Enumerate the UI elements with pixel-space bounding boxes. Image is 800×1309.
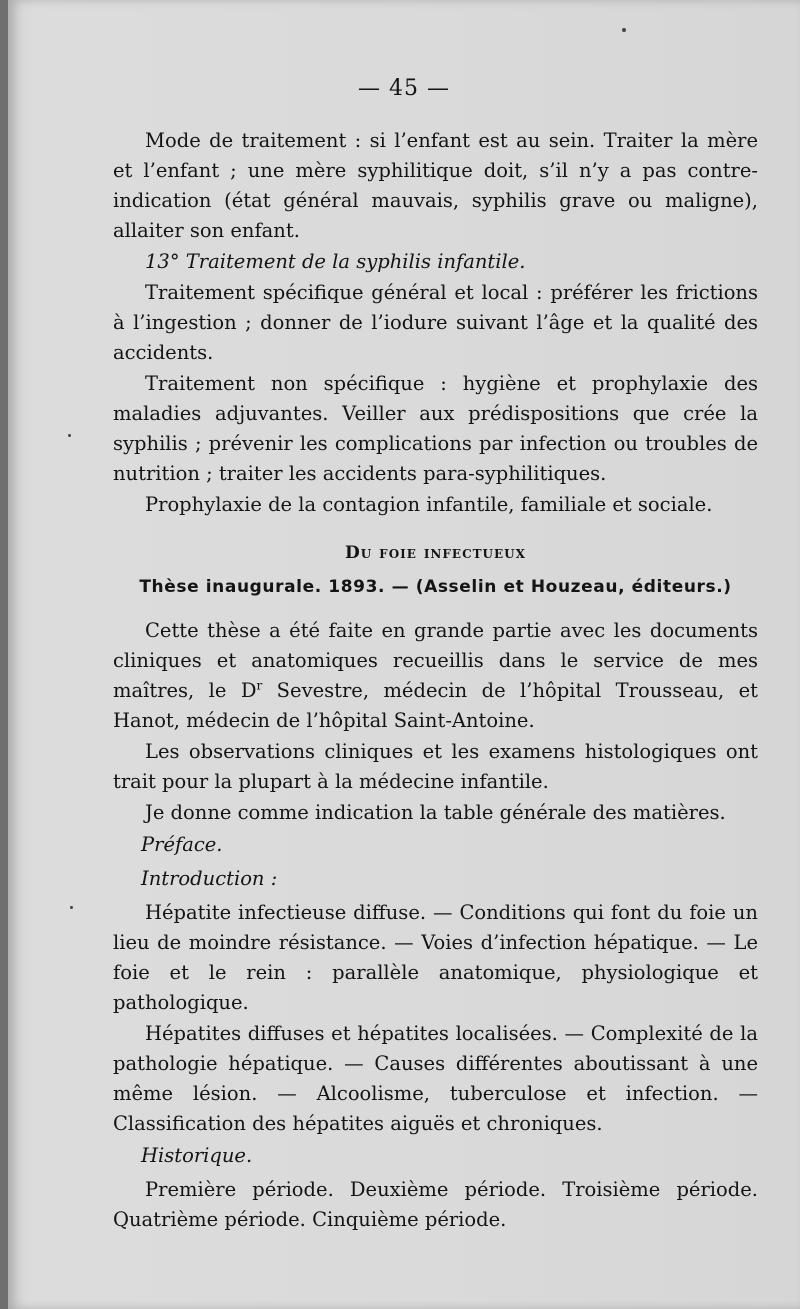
paragraph-traitement-non-specifique: Traitement non spécifique : hygiène et prophylaxie des maladies adjuvantes. Veiller aux prédispositions que crée la syphilis ; prévenir les complications par infection ou troubles de nutrition ; traiter les accidents para-syphilitiques. <box>113 372 758 485</box>
paragraph-mode-traitement: Mode de traitement : si l’enfant est au sein. Traiter la mère et l’enfant ; une mère syphilitique doit, s’il n’y a pas contre-indication (état général mauvais, syphilis grave ou maligne), allaiter son enfant. <box>113 129 758 242</box>
paragraph-traitement-specifique: Traitement spécifique général et local : préférer les frictions à l’ingestion ; donner de l’iodure suivant l’âge et la qualité des accidents. <box>113 281 758 364</box>
paper-speck <box>68 434 71 437</box>
paragraph-hepatite-diffuse: Hépatite infectieuse diffuse. — Conditions qui font du foie un lieu de moindre résistance. — Voies d’infection hépatique. — Le foie et le rein : parallèle anatomique, physiologique et pathologique. <box>113 901 758 1014</box>
page-body <box>113 126 758 1236</box>
thesis-intro-part-b: Sevestre, médecin de l’hôpital Trousseau, et Hanot, médecin de l’hôpital Saint-Antoine. <box>113 679 758 732</box>
thesis-intro-part-a: Cette thèse a été faite en grande partie avec les documents cliniques et anatomiques recueillis dans le service de mes maîtres, le D <box>113 619 758 702</box>
page-number: — 45 — <box>358 76 450 101</box>
paragraph-observations: Les observations cliniques et les examens histologiques ont trait pour la plupart à la médecine infantile. <box>113 740 758 793</box>
paper-speck <box>70 906 73 909</box>
chapter-heading: Du foie infectueux <box>345 543 526 563</box>
paragraph-hepatites-localisees: Hépatites diffuses et hépatites localisées. — Complexité de la pathologie hépatique. — Causes différentes aboutissant à une même lésion. — Alcoolisme, tuberculose et infection. — Classification des hépatites aiguës et chroniques. <box>113 1022 758 1135</box>
subsection-title-treatment: 13° Traitement de la syphilis infantile. <box>145 250 526 273</box>
paragraph-thesis-intro <box>113 616 758 736</box>
paper-speck <box>622 28 626 32</box>
section-preface: Préface. <box>141 833 223 856</box>
thesis-citation: Thèse inaugurale. 1893. — (Asselin et Houzeau, éditeurs.) <box>139 577 732 597</box>
section-historique: Historique. <box>141 1144 253 1167</box>
paragraph-prophylaxie: Prophylaxie de la contagion infantile, familiale et sociale. <box>145 493 713 516</box>
doctor-superscript: r <box>256 678 263 693</box>
book-page <box>8 0 800 1309</box>
paragraph-table-matieres: Je donne comme indication la table générale des matières. <box>145 801 726 824</box>
section-introduction: Introduction : <box>141 867 278 890</box>
paragraph-periodes: Première période. Deuxième période. Troisième période. Quatrième période. Cinquième période. <box>113 1178 758 1231</box>
